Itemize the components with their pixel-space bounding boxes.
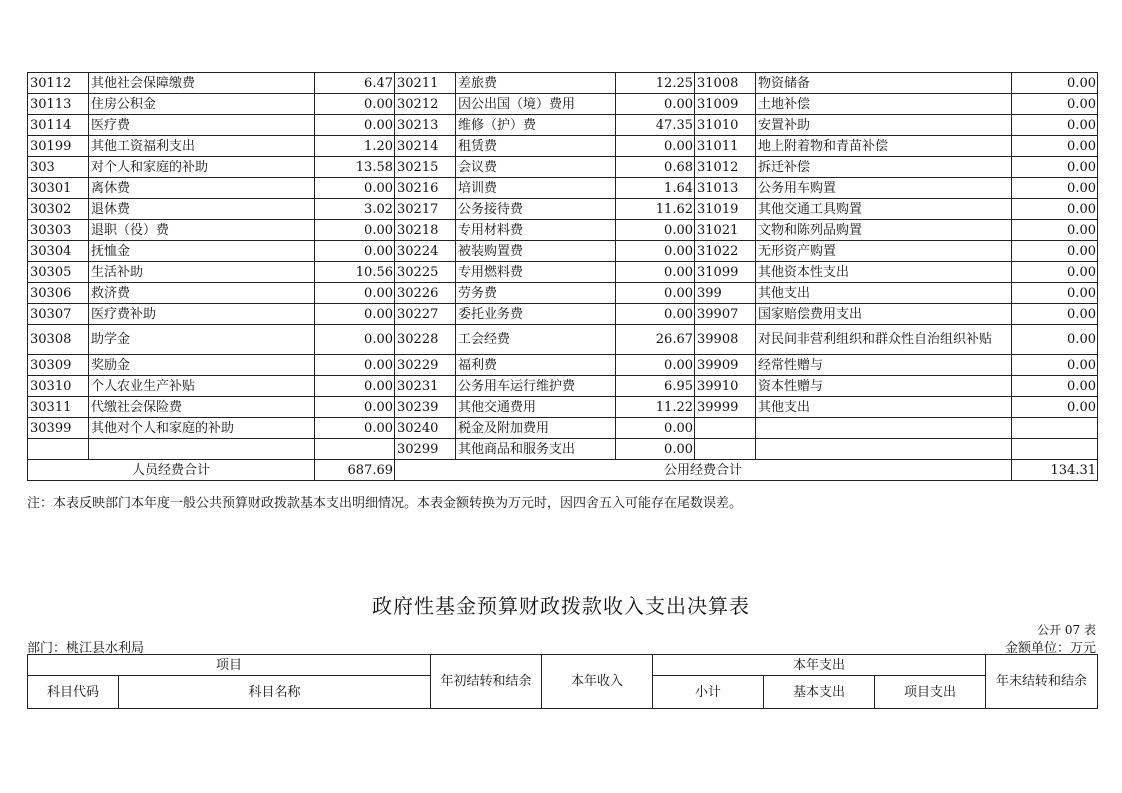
capital-value-cell: 0.00: [1012, 136, 1098, 157]
capital-code-cell: [695, 418, 756, 439]
public-code-cell: 30299: [395, 439, 456, 460]
public-name-cell: 公务用车运行维护费: [456, 376, 616, 397]
public-name-cell: 专用燃料费: [456, 262, 616, 283]
public-code-cell: 30229: [395, 355, 456, 376]
personnel-code-cell: 30308: [28, 325, 89, 355]
capital-code-cell: [695, 439, 756, 460]
personnel-name-cell: 抚恤金: [89, 241, 315, 262]
capital-code-cell: 31013: [695, 178, 756, 199]
header-project: 项目支出: [875, 676, 986, 709]
detail-table-body: [28, 73, 1098, 460]
personnel-code-cell: 30310: [28, 376, 89, 397]
capital-code-cell: 39909: [695, 355, 756, 376]
capital-code-cell: 39910: [695, 376, 756, 397]
public-value-cell: 0.00: [616, 220, 695, 241]
public-name-cell: 差旅费: [456, 73, 616, 94]
capital-value-cell: 0.00: [1012, 262, 1098, 283]
header-name: 科目名称: [119, 676, 431, 709]
public-code-cell: 30217: [395, 199, 456, 220]
table-row: [28, 241, 1098, 262]
table-row: [28, 397, 1098, 418]
public-code-cell: 30225: [395, 262, 456, 283]
personnel-name-cell: 退休费: [89, 199, 315, 220]
personnel-total-label: 人员经费合计: [28, 460, 315, 481]
table-row: [28, 376, 1098, 397]
personnel-code-cell: 30302: [28, 199, 89, 220]
personnel-value-cell: 0.00: [315, 283, 395, 304]
capital-value-cell: 0.00: [1012, 115, 1098, 136]
capital-name-cell: 地上附着物和青苗补偿: [756, 136, 1012, 157]
personnel-code-cell: 30301: [28, 178, 89, 199]
public-value-cell: 0.00: [616, 136, 695, 157]
capital-name-cell: [756, 439, 1012, 460]
header-basic: 基本支出: [764, 676, 875, 709]
public-total-label: 公用经费合计: [395, 460, 1012, 481]
capital-code-cell: 31011: [695, 136, 756, 157]
public-value-cell: 12.25: [616, 73, 695, 94]
capital-value-cell: 0.00: [1012, 178, 1098, 199]
public-value-cell: 0.00: [616, 304, 695, 325]
capital-name-cell: 其他支出: [756, 397, 1012, 418]
capital-value-cell: 0.00: [1012, 157, 1098, 178]
fund-table-title: 政府性基金预算财政拨款收入支出决算表: [372, 594, 750, 618]
personnel-value-cell: 0.00: [315, 418, 395, 439]
capital-name-cell: 其他支出: [756, 283, 1012, 304]
capital-name-cell: 资本性赠与: [756, 376, 1012, 397]
capital-value-cell: 0.00: [1012, 220, 1098, 241]
personnel-code-cell: [28, 439, 89, 460]
capital-value-cell: [1012, 439, 1098, 460]
table-row: [28, 94, 1098, 115]
public-name-cell: 培训费: [456, 178, 616, 199]
header-carryover-begin: 年初结转和结余: [431, 655, 542, 709]
capital-code-cell: 31099: [695, 262, 756, 283]
personnel-name-cell: 其他工资福利支出: [89, 136, 315, 157]
table-row: [28, 418, 1098, 439]
table-row: [28, 115, 1098, 136]
personnel-code-cell: 30311: [28, 397, 89, 418]
public-name-cell: 租赁费: [456, 136, 616, 157]
table-row: [28, 283, 1098, 304]
capital-value-cell: 0.00: [1012, 397, 1098, 418]
capital-code-cell: 31010: [695, 115, 756, 136]
table-row: [28, 178, 1098, 199]
table-row: [28, 439, 1098, 460]
capital-name-cell: 经常性赠与: [756, 355, 1012, 376]
public-value-cell: 11.62: [616, 199, 695, 220]
capital-name-cell: 对民间非营利组织和群众性自治组织补贴: [756, 325, 1012, 355]
capital-code-cell: 31012: [695, 157, 756, 178]
personnel-name-cell: 奖励金: [89, 355, 315, 376]
capital-code-cell: 31008: [695, 73, 756, 94]
personnel-code-cell: 30399: [28, 418, 89, 439]
capital-code-cell: 31009: [695, 94, 756, 115]
personnel-code-cell: 30303: [28, 220, 89, 241]
capital-name-cell: 其他资本性支出: [756, 262, 1012, 283]
public-name-cell: 被装购置费: [456, 241, 616, 262]
public-value-cell: 0.00: [616, 241, 695, 262]
personnel-name-cell: 医疗费: [89, 115, 315, 136]
personnel-name-cell: 救济费: [89, 283, 315, 304]
personnel-value-cell: 0.00: [315, 376, 395, 397]
capital-code-cell: 39999: [695, 397, 756, 418]
personnel-value-cell: 3.02: [315, 199, 395, 220]
table-row: [28, 199, 1098, 220]
personnel-value-cell: 13.58: [315, 157, 395, 178]
personnel-value-cell: 0.00: [315, 397, 395, 418]
table-row: [28, 220, 1098, 241]
capital-name-cell: 拆迁补偿: [756, 157, 1012, 178]
capital-name-cell: 土地补偿: [756, 94, 1012, 115]
header-subtotal: 小计: [653, 676, 764, 709]
public-code-cell: 30231: [395, 376, 456, 397]
capital-code-cell: 399: [695, 283, 756, 304]
capital-name-cell: 物资储备: [756, 73, 1012, 94]
personnel-name-cell: 助学金: [89, 325, 315, 355]
capital-code-cell: 31022: [695, 241, 756, 262]
personnel-value-cell: 0.00: [315, 220, 395, 241]
personnel-value-cell: 0.00: [315, 94, 395, 115]
personnel-name-cell: 代缴社会保险费: [89, 397, 315, 418]
personnel-name-cell: 退职（役）费: [89, 220, 315, 241]
table-row: [28, 355, 1098, 376]
public-name-cell: 因公出国（境）费用: [456, 94, 616, 115]
personnel-code-cell: 303: [28, 157, 89, 178]
public-name-cell: 维修（护）费: [456, 115, 616, 136]
personnel-total-value: 687.69: [315, 460, 395, 481]
capital-value-cell: [1012, 418, 1098, 439]
form-number: 公开 07 表: [1037, 623, 1096, 637]
personnel-value-cell: 1.20: [315, 136, 395, 157]
public-code-cell: 30240: [395, 418, 456, 439]
public-value-cell: 0.00: [616, 262, 695, 283]
personnel-code-cell: 30309: [28, 355, 89, 376]
capital-code-cell: 31019: [695, 199, 756, 220]
public-name-cell: 福利费: [456, 355, 616, 376]
personnel-value-cell: [315, 439, 395, 460]
basic-expense-detail-table: [27, 72, 1098, 481]
personnel-code-cell: 30307: [28, 304, 89, 325]
personnel-name-cell: 对个人和家庭的补助: [89, 157, 315, 178]
public-total-value: 134.31: [1012, 460, 1098, 481]
public-value-cell: 0.00: [616, 439, 695, 460]
capital-name-cell: 文物和陈列品购置: [756, 220, 1012, 241]
public-name-cell: 工会经费: [456, 325, 616, 355]
public-name-cell: 其他交通费用: [456, 397, 616, 418]
personnel-name-cell: [89, 439, 315, 460]
table-row: [28, 304, 1098, 325]
public-code-cell: 30224: [395, 241, 456, 262]
header-income: 本年收入: [542, 655, 653, 709]
personnel-name-cell: 其他对个人和家庭的补助: [89, 418, 315, 439]
capital-code-cell: 39907: [695, 304, 756, 325]
capital-code-cell: 39908: [695, 325, 756, 355]
personnel-name-cell: 其他社会保障缴费: [89, 73, 315, 94]
header-carryover-end: 年末结转和结余: [986, 655, 1098, 709]
header-expense: 本年支出: [653, 655, 986, 676]
public-code-cell: 30213: [395, 115, 456, 136]
public-value-cell: 0.00: [616, 355, 695, 376]
public-code-cell: 30215: [395, 157, 456, 178]
public-code-cell: 30216: [395, 178, 456, 199]
public-name-cell: 劳务费: [456, 283, 616, 304]
amount-unit-label: 金额单位：万元: [1004, 641, 1096, 656]
personnel-code-cell: 30305: [28, 262, 89, 283]
public-value-cell: 1.64: [616, 178, 695, 199]
personnel-name-cell: 生活补助: [89, 262, 315, 283]
table-row: [28, 325, 1098, 355]
public-code-cell: 30218: [395, 220, 456, 241]
capital-name-cell: 其他交通工具购置: [756, 199, 1012, 220]
personnel-value-cell: 0.00: [315, 241, 395, 262]
table-note: 注：本表反映部门本年度一般公共预算财政拨款基本支出明细情况。本表金额转换为万元时，因四舍五入可能存在尾数误差。: [27, 496, 743, 511]
public-name-cell: 会议费: [456, 157, 616, 178]
public-code-cell: 30228: [395, 325, 456, 355]
capital-name-cell: 国家赔偿费用支出: [756, 304, 1012, 325]
personnel-value-cell: 0.00: [315, 304, 395, 325]
public-code-cell: 30212: [395, 94, 456, 115]
capital-value-cell: 0.00: [1012, 73, 1098, 94]
capital-name-cell: [756, 418, 1012, 439]
public-name-cell: 委托业务费: [456, 304, 616, 325]
public-value-cell: 0.00: [616, 94, 695, 115]
public-name-cell: 税金及附加费用: [456, 418, 616, 439]
personnel-code-cell: 30199: [28, 136, 89, 157]
government-fund-table: [27, 654, 1098, 709]
public-value-cell: 26.67: [616, 325, 695, 355]
table-row: [28, 262, 1098, 283]
public-name-cell: 公务接待费: [456, 199, 616, 220]
capital-name-cell: 公务用车购置: [756, 178, 1012, 199]
personnel-value-cell: 0.00: [315, 355, 395, 376]
capital-code-cell: 31021: [695, 220, 756, 241]
personnel-name-cell: 住房公积金: [89, 94, 315, 115]
personnel-name-cell: 个人农业生产补贴: [89, 376, 315, 397]
public-value-cell: 6.95: [616, 376, 695, 397]
public-code-cell: 30227: [395, 304, 456, 325]
personnel-code-cell: 30112: [28, 73, 89, 94]
personnel-name-cell: 医疗费补助: [89, 304, 315, 325]
capital-value-cell: 0.00: [1012, 325, 1098, 355]
capital-value-cell: 0.00: [1012, 94, 1098, 115]
department-label: 部门：桃江县水利局: [27, 641, 145, 656]
header-item: 项目: [28, 655, 431, 676]
table-row: [28, 73, 1098, 94]
public-value-cell: 0.68: [616, 157, 695, 178]
personnel-code-cell: 30114: [28, 115, 89, 136]
personnel-value-cell: 0.00: [315, 115, 395, 136]
capital-name-cell: 安置补助: [756, 115, 1012, 136]
table-row: [28, 157, 1098, 178]
capital-value-cell: 0.00: [1012, 241, 1098, 262]
public-code-cell: 30214: [395, 136, 456, 157]
personnel-value-cell: 0.00: [315, 178, 395, 199]
public-name-cell: 其他商品和服务支出: [456, 439, 616, 460]
personnel-value-cell: 6.47: [315, 73, 395, 94]
capital-name-cell: 无形资产购置: [756, 241, 1012, 262]
public-value-cell: 11.22: [616, 397, 695, 418]
personnel-code-cell: 30113: [28, 94, 89, 115]
capital-value-cell: 0.00: [1012, 355, 1098, 376]
capital-value-cell: 0.00: [1012, 376, 1098, 397]
public-code-cell: 30226: [395, 283, 456, 304]
public-code-cell: 30211: [395, 73, 456, 94]
public-code-cell: 30239: [395, 397, 456, 418]
personnel-value-cell: 0.00: [315, 325, 395, 355]
capital-value-cell: 0.00: [1012, 283, 1098, 304]
totals-row: [28, 460, 1098, 481]
table-row: [28, 136, 1098, 157]
public-value-cell: 0.00: [616, 418, 695, 439]
header-code: 科目代码: [28, 676, 119, 709]
capital-value-cell: 0.00: [1012, 304, 1098, 325]
personnel-code-cell: 30306: [28, 283, 89, 304]
fund-header-row-1: [28, 655, 1098, 676]
public-name-cell: 专用材料费: [456, 220, 616, 241]
public-value-cell: 47.35: [616, 115, 695, 136]
personnel-value-cell: 10.56: [315, 262, 395, 283]
capital-value-cell: 0.00: [1012, 199, 1098, 220]
personnel-name-cell: 离休费: [89, 178, 315, 199]
public-value-cell: 0.00: [616, 283, 695, 304]
personnel-code-cell: 30304: [28, 241, 89, 262]
